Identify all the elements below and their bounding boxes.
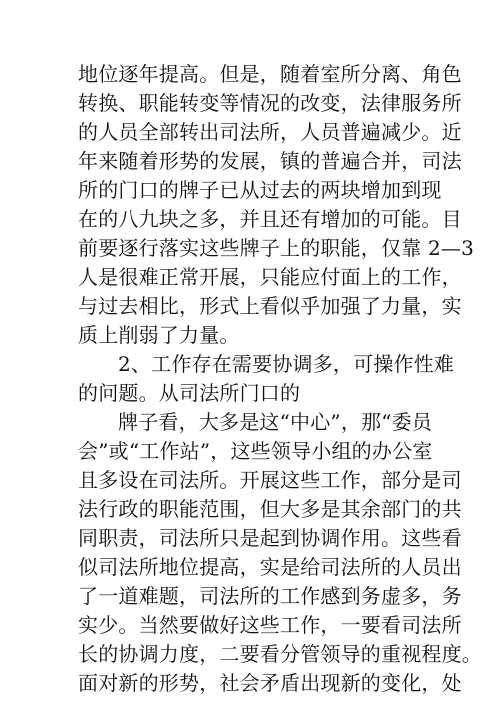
text-line: 质上削弱了力量。 (78, 323, 240, 347)
paragraph-start-line: 牌子看，大多是这“中心”，那“委员 (118, 410, 433, 434)
text-line: 在的八九块之多，并且还有增加的可能。目 (78, 207, 462, 231)
text-line: 面对新的形势，社会矛盾出现新的变化，处 (78, 671, 462, 695)
text-line: 会”或“工作站”，这些领导小组的办公室 (78, 439, 433, 463)
text-line: 实少。当然要做好这些工作，一要看司法所 (78, 613, 462, 637)
text-line: 同职责，司法所只是起到协调作用。这些看 (78, 526, 462, 550)
text-line: 地位逐年提高。但是，随着室所分离、角色 (78, 62, 462, 86)
text-line: 法行政的职能范围，但大多是其余部门的共 (78, 497, 462, 521)
text-line: 与过去相比，形式上看似乎加强了力量，实 (78, 294, 462, 318)
section-heading-line: 2、工作存在需要协调多，可操作性难 (118, 352, 455, 376)
text-line: 了一道难题，司法所的工作感到务虚多，务 (78, 584, 462, 608)
text-line: 的人员全部转出司法所，人员普遍减少。近 (78, 120, 462, 144)
text-line: 年来随着形势的发展，镇的普遍合并，司法 (78, 149, 462, 173)
text-line: 人是很难正常开展，只能应付面上的工作， (78, 265, 462, 289)
text-line: 所的门口的牌子已从过去的两块增加到现 (78, 178, 442, 202)
text-line: 转换、职能转变等情况的改变，法律服务所 (78, 91, 462, 115)
text-line: 的问题。从司法所门口的 (78, 381, 301, 405)
text-line: 且多设在司法所。开展这些工作，部分是司 (78, 468, 462, 492)
text-line: 前要逐行落实这些牌子上的职能，仅靠 2—3 (78, 236, 475, 260)
text-line: 长的协调力度，二要看分管领导的重视程度。 (78, 642, 482, 666)
text-line: 似司法所地位提高，实是给司法所的人员出 (78, 555, 462, 579)
